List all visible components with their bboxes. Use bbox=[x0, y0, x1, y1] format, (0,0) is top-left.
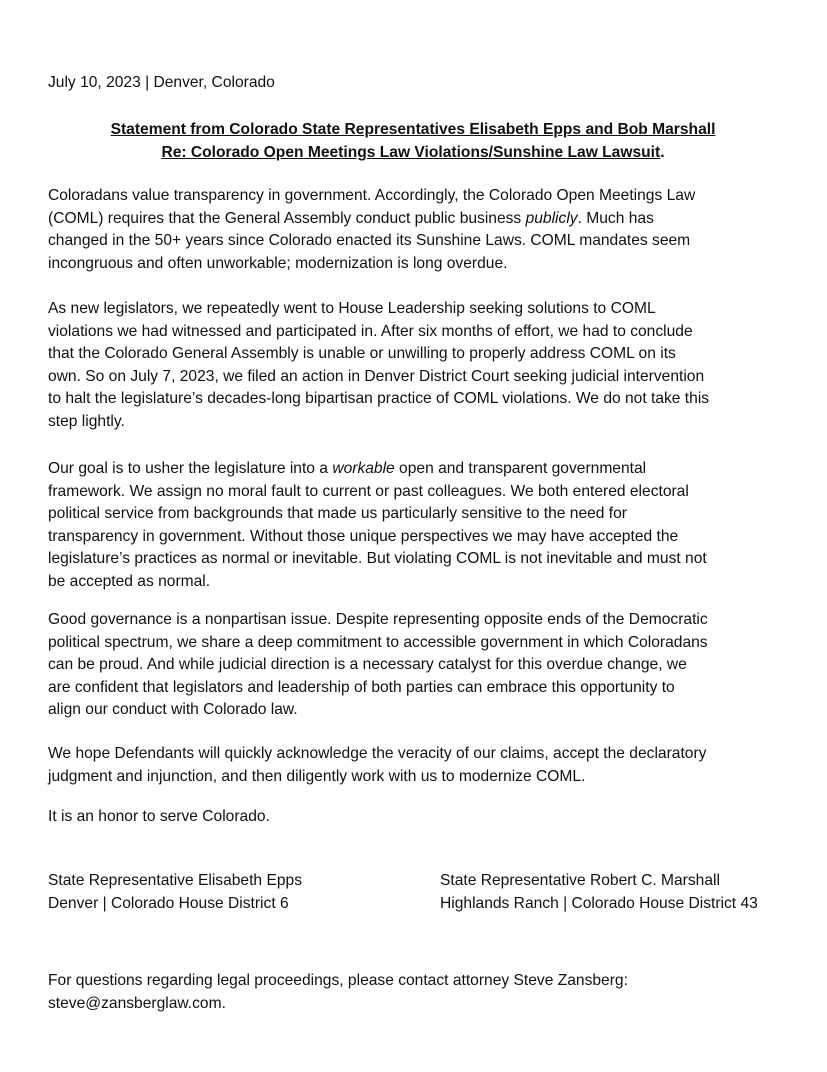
statement-headline bbox=[48, 119, 778, 164]
paragraph-lawsuit bbox=[48, 298, 783, 434]
p1-line-2-a: (COML) requires that the General Assembly conduct public business bbox=[48, 209, 526, 227]
p1-line-2 bbox=[48, 208, 783, 231]
p2-line-2: violations we had witnessed and participated in. After six months of effort, we had to conclude bbox=[48, 322, 693, 340]
p4-line-5: align our conduct with Colorado law. bbox=[48, 701, 298, 719]
p4-line-1: Good governance is a nonpartisan issue. Despite representing opposite ends of the Democratic bbox=[48, 611, 708, 628]
p3-line-1 bbox=[48, 458, 783, 481]
p3-line-1-emphasis: workable bbox=[332, 460, 395, 477]
headline-line-2-period: . bbox=[660, 143, 665, 161]
p1-line-2-b: . Much has bbox=[577, 209, 654, 227]
p3-line-5: legislature’s practices as normal or inevitable. But violating COML is not inevitable and must not bbox=[48, 550, 707, 568]
p4-line-4: are confident that legislators and leadership of both parties can embrace this opportunity to bbox=[48, 678, 675, 696]
paragraph-honor bbox=[48, 806, 783, 829]
signature-epps bbox=[48, 870, 302, 915]
p2-line-3: that the Colorado General Assembly is unable or unwilling to properly address COML on its bbox=[48, 345, 676, 363]
paragraph-governance bbox=[48, 609, 783, 722]
signature-epps-district: Denver | Colorado House District 6 bbox=[48, 894, 289, 912]
headline-line-2: Re: Colorado Open Meetings Law Violations/Sunshine Law Lawsuit bbox=[161, 143, 661, 161]
p4-line-2: political spectrum, we share a deep commitment to accessible government in which Coloradans bbox=[48, 633, 708, 651]
paragraph-defendants bbox=[48, 743, 783, 788]
contact-email: steve@zansberglaw.com. bbox=[48, 994, 226, 1012]
p3-line-6: be accepted as normal. bbox=[48, 572, 211, 590]
p4-line-3: can be proud. And while judicial direction is a necessary catalyst for this overdue change, we bbox=[48, 656, 687, 674]
p3-line-2: framework. We assign no moral fault to current or past colleagues. We both entered electoral bbox=[48, 482, 689, 500]
p2-line-6: step lightly. bbox=[48, 412, 125, 430]
paragraph-transparency bbox=[48, 185, 783, 275]
p5-line-2: judgment and injunction, and then diligently work with us to modernize COML. bbox=[48, 767, 586, 785]
dateline: July 10, 2023 | Denver, Colorado bbox=[48, 74, 275, 91]
p1-line-2-emphasis: publicly bbox=[525, 209, 578, 227]
p2-line-4: own. So on July 7, 2023, we filed an action in Denver District Court seeking judicial intervention bbox=[48, 367, 705, 385]
signature-marshall-title: State Representative Robert C. Marshall bbox=[440, 872, 720, 889]
p2-line-5: to halt the legislature’s decades-long bipartisan practice of COML violations. We do not take this bbox=[48, 390, 710, 408]
signature-epps-title: State Representative Elisabeth Epps bbox=[48, 872, 302, 889]
p3-line-3: political service from backgrounds that made us particularly sensitive to the need for bbox=[48, 505, 627, 523]
p1-line-1: Coloradans value transparency in government. Accordingly, the Colorado Open Meetings Law bbox=[48, 187, 696, 204]
p1-line-3: changed in the 50+ years since Colorado enacted its Sunshine Laws. COML mandates seem bbox=[48, 232, 691, 250]
p6-line-1: It is an honor to serve Colorado. bbox=[48, 808, 270, 825]
p1-line-4: incongruous and often unworkable; modernization is long overdue. bbox=[48, 254, 508, 272]
signature-marshall bbox=[440, 870, 758, 915]
signature-marshall-district: Highlands Ranch | Colorado House District 43 bbox=[440, 894, 758, 912]
contact-info bbox=[48, 970, 628, 1015]
p3-line-4: transparency in government. Without those unique perspectives we may have accepted the bbox=[48, 527, 679, 545]
headline-line-1: Statement from Colorado State Representatives Elisabeth Epps and Bob Marshall bbox=[110, 121, 716, 138]
p3-line-1-a: Our goal is to usher the legislature into a bbox=[48, 460, 333, 477]
p2-line-1: As new legislators, we repeatedly went to House Leadership seeking solutions to COML bbox=[48, 300, 656, 317]
p3-line-1-b: open and transparent governmental bbox=[394, 460, 647, 477]
statement-page bbox=[48, 0, 788, 1072]
contact-line-1: For questions regarding legal proceedings, please contact attorney Steve Zansberg: bbox=[48, 972, 628, 989]
paragraph-goal bbox=[48, 458, 783, 594]
p5-line-1: We hope Defendants will quickly acknowledge the veracity of our claims, accept the declaratory bbox=[48, 745, 707, 762]
